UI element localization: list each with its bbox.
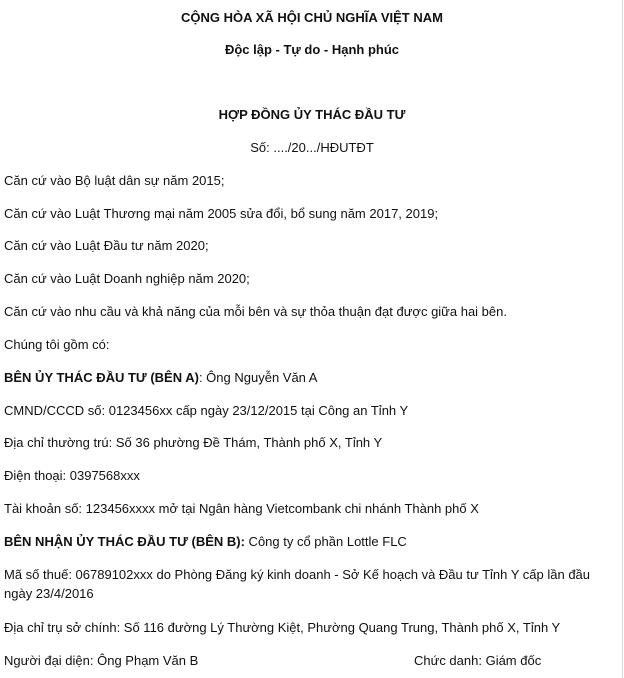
party-b-heading	[4, 534, 616, 550]
party-a-phone: Điện thoại: 0397568xxx	[4, 468, 140, 483]
motto-heading: Độc lập - Tự do - Hạnh phúc	[224, 42, 400, 57]
party-b-head-office: Địa chỉ trụ sở chính: Số 116 đường Lý Thường Kiệt, Phường Quang Trung, Thành phố X, Tỉnh Y	[4, 620, 561, 635]
party-a-name: : Ông Nguyễn Văn A	[198, 370, 318, 385]
contract-title: HỢP ĐỒNG ỦY THÁC ĐẦU TƯ	[218, 107, 406, 122]
nation-heading: CỘNG HÒA XÃ HỘI CHỦ NGHĨA VIỆT NAM	[181, 10, 443, 25]
legal-basis-investment-law: Căn cứ vào Luật Đầu tư năm 2020;	[4, 238, 209, 253]
party-a-address: Địa chỉ thường trú: Số 36 phường Đề Thám, Thành phố X, Tỉnh Y	[4, 435, 383, 450]
page-right-border	[622, 0, 623, 678]
legal-basis-civil-code: Căn cứ vào Bộ luật dân sự năm 2015;	[4, 173, 225, 188]
party-b-name: Công ty cổ phần Lottle FLC	[244, 534, 407, 549]
party-b-position: Chức danh: Giám đốc	[414, 653, 542, 668]
party-b-tax-code: Mã số thuế: 06789102xxx do Phòng Đăng ký kinh doanh - Sở Kế hoạch và Đầu tư Tỉnh Y cấp lần đầu ngày 23/4/2016	[4, 567, 591, 601]
party-a-bank-account: Tài khoản số: 123456xxxx mở tại Ngân hàng Vietcombank chi nhánh Thành phố X	[4, 501, 479, 516]
party-b-representative: Người đại diện: Ông Phạm Văn B	[4, 653, 199, 668]
party-a-id-card: CMND/CCCD số: 0123456xx cấp ngày 23/12/2015 tại Công an Tỉnh Y	[4, 403, 409, 418]
legal-basis-mutual-agreement: Căn cứ vào nhu cầu và khả năng của mỗi bên và sự thỏa thuận đạt được giữa hai bên.	[4, 304, 507, 319]
party-a-label: BÊN ỦY THÁC ĐẦU TƯ (BÊN A)	[4, 370, 199, 385]
parties-intro: Chúng tôi gồm có:	[4, 337, 110, 352]
contract-number: Số: ..../20.../HĐUTĐT	[250, 140, 374, 155]
party-b-label: BÊN NHẬN ỦY THÁC ĐẦU TƯ (BÊN B):	[4, 534, 245, 549]
legal-basis-commercial-law: Căn cứ vào Luật Thương mại năm 2005 sửa đổi, bổ sung năm 2017, 2019;	[4, 206, 439, 221]
legal-basis-enterprise-law: Căn cứ vào Luật Doanh nghiệp năm 2020;	[4, 271, 250, 286]
party-a-heading	[4, 370, 616, 386]
